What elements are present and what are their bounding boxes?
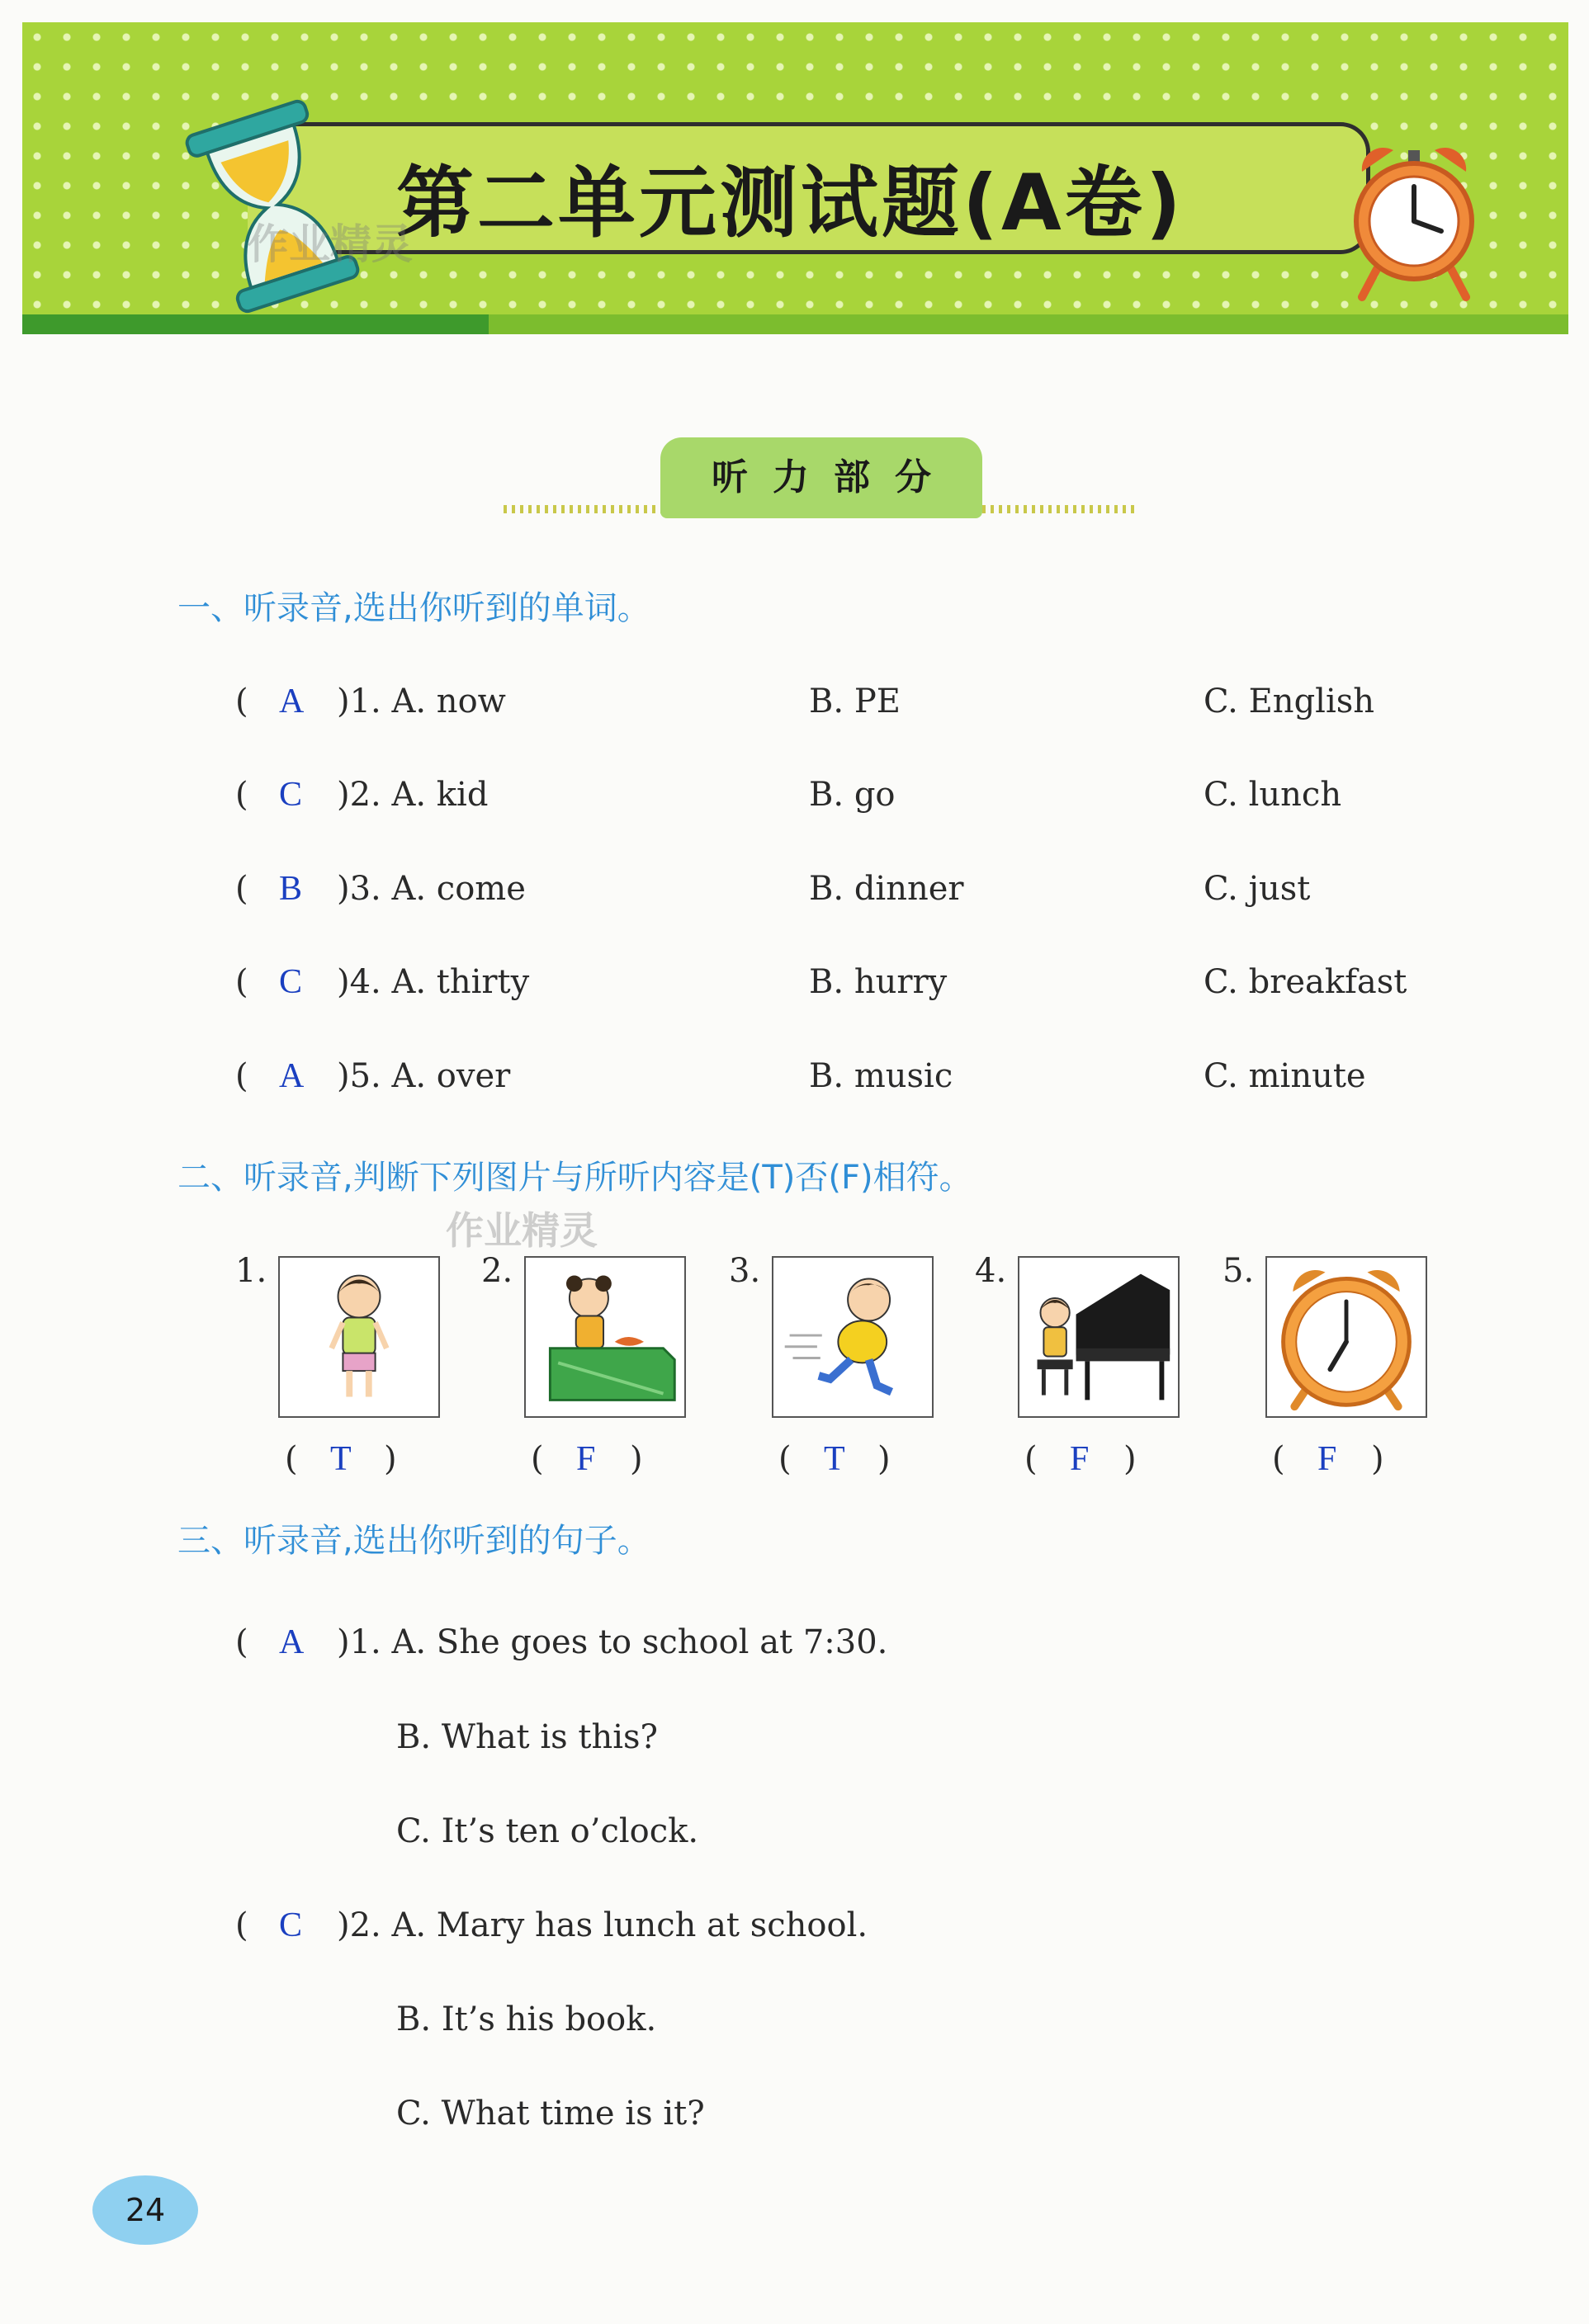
paren-open: ( (235, 870, 248, 908)
page-title: 第二单元测试题(A卷) (396, 158, 1185, 248)
picture-number: 3. (729, 1252, 761, 1290)
alarm-clock-icon (1267, 1258, 1426, 1416)
option-b: B. PE (809, 683, 901, 720)
watermark: 作业精灵 (248, 220, 413, 268)
option-c: C. It’s ten o’clock. (396, 1812, 699, 1850)
option-b: B. go (809, 776, 896, 814)
paren-open: ( (235, 1623, 248, 1661)
option-row (0, 2089, 1589, 2138)
banner-stripe-dark (22, 314, 489, 334)
paren-open: ( (235, 963, 248, 1001)
paren-open: ( (1272, 1440, 1285, 1478)
paren-close: ) (877, 1440, 891, 1478)
option-a: )3. A. come (337, 870, 526, 908)
option-b: B. hurry (809, 963, 948, 1001)
boy-running-icon (773, 1258, 932, 1416)
boy-standing-icon (280, 1258, 438, 1416)
option-b: B. What is this? (396, 1718, 658, 1756)
alarm-clock-icon (1344, 139, 1484, 304)
paren-open: ( (531, 1440, 544, 1478)
picture-item (729, 1246, 943, 1486)
option-c: C. What time is it? (396, 2095, 705, 2133)
paren-open: ( (235, 776, 248, 814)
option-c: C. just (1204, 870, 1311, 908)
paren-open: ( (235, 1906, 248, 1944)
answer-mark: F (1070, 1440, 1090, 1478)
answer-mark: A (279, 683, 305, 720)
paren-open: ( (778, 1440, 792, 1478)
paren-open: ( (235, 1057, 248, 1095)
answer-mark: C (279, 1906, 303, 1944)
hourglass-icon (177, 99, 367, 314)
answer-mark: T (330, 1440, 352, 1478)
option-a: )5. A. over (337, 1057, 511, 1095)
option-c: C. English (1204, 683, 1375, 720)
picture-number: 5. (1222, 1252, 1255, 1290)
option-a: )2. A. kid (337, 776, 489, 814)
picture-item (481, 1246, 696, 1486)
answer-mark: F (576, 1440, 596, 1478)
part1-instruction: 一、听录音,选出你听到的单词。 (177, 589, 650, 627)
girl-piano-icon (1019, 1258, 1178, 1416)
option-row (0, 1712, 1589, 1762)
part3-instruction: 三、听录音,选出你听到的句子。 (177, 1522, 650, 1560)
option-a: )4. A. thirty (337, 963, 530, 1001)
option-c: C. minute (1204, 1057, 1366, 1095)
picture-number: 2. (481, 1252, 513, 1290)
part2-instruction: 二、听录音,判断下列图片与所听内容是(T)否(F)相符。 (177, 1159, 972, 1197)
section-header (504, 437, 1139, 528)
answer-mark: A (279, 1057, 305, 1095)
option-row (0, 1807, 1589, 1856)
option-row (0, 1995, 1589, 2044)
picture-frame (524, 1256, 686, 1418)
answer-mark: F (1317, 1440, 1337, 1478)
paren-close: ) (1371, 1440, 1384, 1478)
question-row (0, 1901, 1589, 1950)
paren-open: ( (1024, 1440, 1038, 1478)
picture-frame (772, 1256, 934, 1418)
picture-item (1222, 1246, 1437, 1486)
paren-close: ) (630, 1440, 643, 1478)
section-label: 听力部分 (660, 437, 982, 518)
question-row (0, 1051, 1589, 1101)
picture-item (235, 1246, 450, 1486)
option-b: B. dinner (809, 870, 964, 908)
question-row (0, 864, 1589, 914)
answer-mark: C (279, 963, 303, 1001)
answer-mark: B (279, 870, 303, 908)
page-number: 24 (92, 2175, 198, 2245)
option-b: B. It’s his book. (396, 2000, 657, 2038)
paren-close: ) (1123, 1440, 1137, 1478)
picture-frame (1018, 1256, 1180, 1418)
option-c: C. breakfast (1204, 963, 1407, 1001)
picture-frame (1265, 1256, 1427, 1418)
paren-close: ) (384, 1440, 397, 1478)
answer-mark: T (824, 1440, 845, 1478)
paren-open: ( (235, 683, 248, 720)
watermark: 作业精灵 (446, 1208, 598, 1253)
girl-at-box-icon (526, 1258, 684, 1416)
option-a: )1. A. She goes to school at 7:30. (337, 1623, 888, 1661)
answer-mark: C (279, 776, 303, 814)
option-c: C. lunch (1204, 776, 1342, 814)
option-b: B. music (809, 1057, 953, 1095)
picture-number: 4. (975, 1252, 1007, 1290)
question-row (0, 1618, 1589, 1667)
paren-open: ( (285, 1440, 298, 1478)
picture-frame (278, 1256, 440, 1418)
option-a: )1. A. now (337, 683, 506, 720)
question-row (0, 677, 1589, 726)
picture-number: 1. (235, 1252, 267, 1290)
picture-item (975, 1246, 1189, 1486)
option-a: )2. A. Mary has lunch at school. (337, 1906, 868, 1944)
question-row (0, 770, 1589, 820)
question-row (0, 957, 1589, 1007)
answer-mark: A (279, 1623, 305, 1661)
